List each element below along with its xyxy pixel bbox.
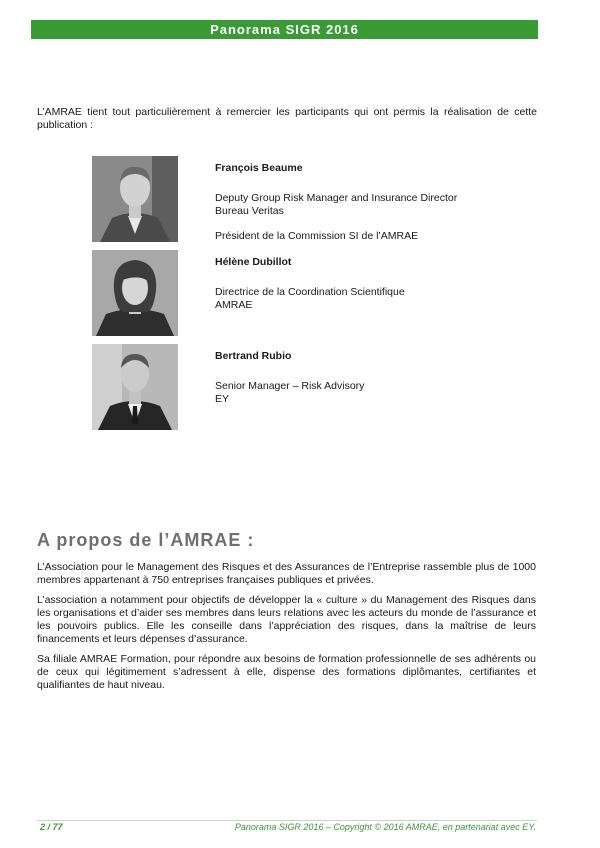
portrait-photo — [92, 344, 178, 430]
participant-organization: Bureau Veritas — [215, 205, 284, 217]
about-paragraph: L’Association pour le Management des Risques et des Assurances de l’Entreprise rassemble plus de 1000 membres appartenant à 750 entreprises françaises publiques et privées. — [37, 561, 536, 586]
portrait-photo — [92, 250, 178, 336]
participant-card — [92, 344, 532, 432]
page-number: 2 / 77 — [40, 822, 63, 832]
participant-title: Senior Manager – Risk Advisory — [215, 380, 365, 392]
participant-info — [215, 256, 535, 312]
footer-copyright: Panorama SIGR 2016 – Copyright © 2016 AMRAE, en partenariat avec EY. — [234, 822, 536, 832]
footer-divider — [37, 820, 537, 821]
participant-title: Deputy Group Risk Manager and Insurance Director — [215, 192, 458, 204]
participant-card — [92, 156, 532, 244]
page-header-title: Panorama SIGR 2016 — [210, 22, 359, 37]
about-section-title: A propos de l’AMRAE : — [37, 530, 255, 550]
about-paragraph: L’association a notamment pour objectifs de développer la « culture » du Management des Risques dans les organisations et d’aider ses membres dans leurs relations avec les acteurs du monde de l’assurance et les pouvoirs publics. Elle les conseille dans l’appréciation des risques, dans la maîtrise de leurs financements et leurs dépenses d’assurance. — [37, 594, 536, 645]
participant-name: François Beaume — [215, 162, 303, 174]
participant-organization: EY — [215, 393, 230, 405]
participant-name: Hélène Dubillot — [215, 256, 292, 268]
intro-paragraph: L’AMRAE tient tout particulièrement à remercier les participants qui ont permis la réalisation de cette publication : — [37, 106, 537, 131]
participant-title: Directrice de la Coordination Scientifique — [215, 286, 405, 298]
portrait-photo — [92, 156, 178, 242]
participant-organization: AMRAE — [215, 299, 253, 311]
participant-extra-role: Président de la Commission SI de l’AMRAE — [215, 230, 419, 242]
participant-card — [92, 250, 532, 338]
participant-name: Bertrand Rubio — [215, 350, 292, 362]
about-section-body — [37, 561, 536, 699]
participant-info — [215, 162, 535, 243]
page-header-banner — [31, 20, 538, 39]
about-paragraph: Sa filiale AMRAE Formation, pour répondre aux besoins de formation professionnelle de ses adhérents ou de ceux qui légitimement s’adressent à elle, dispense des formations diplômantes, certifiantes et qualifiantes de haut niveau. — [37, 653, 536, 691]
participant-info — [215, 350, 535, 406]
